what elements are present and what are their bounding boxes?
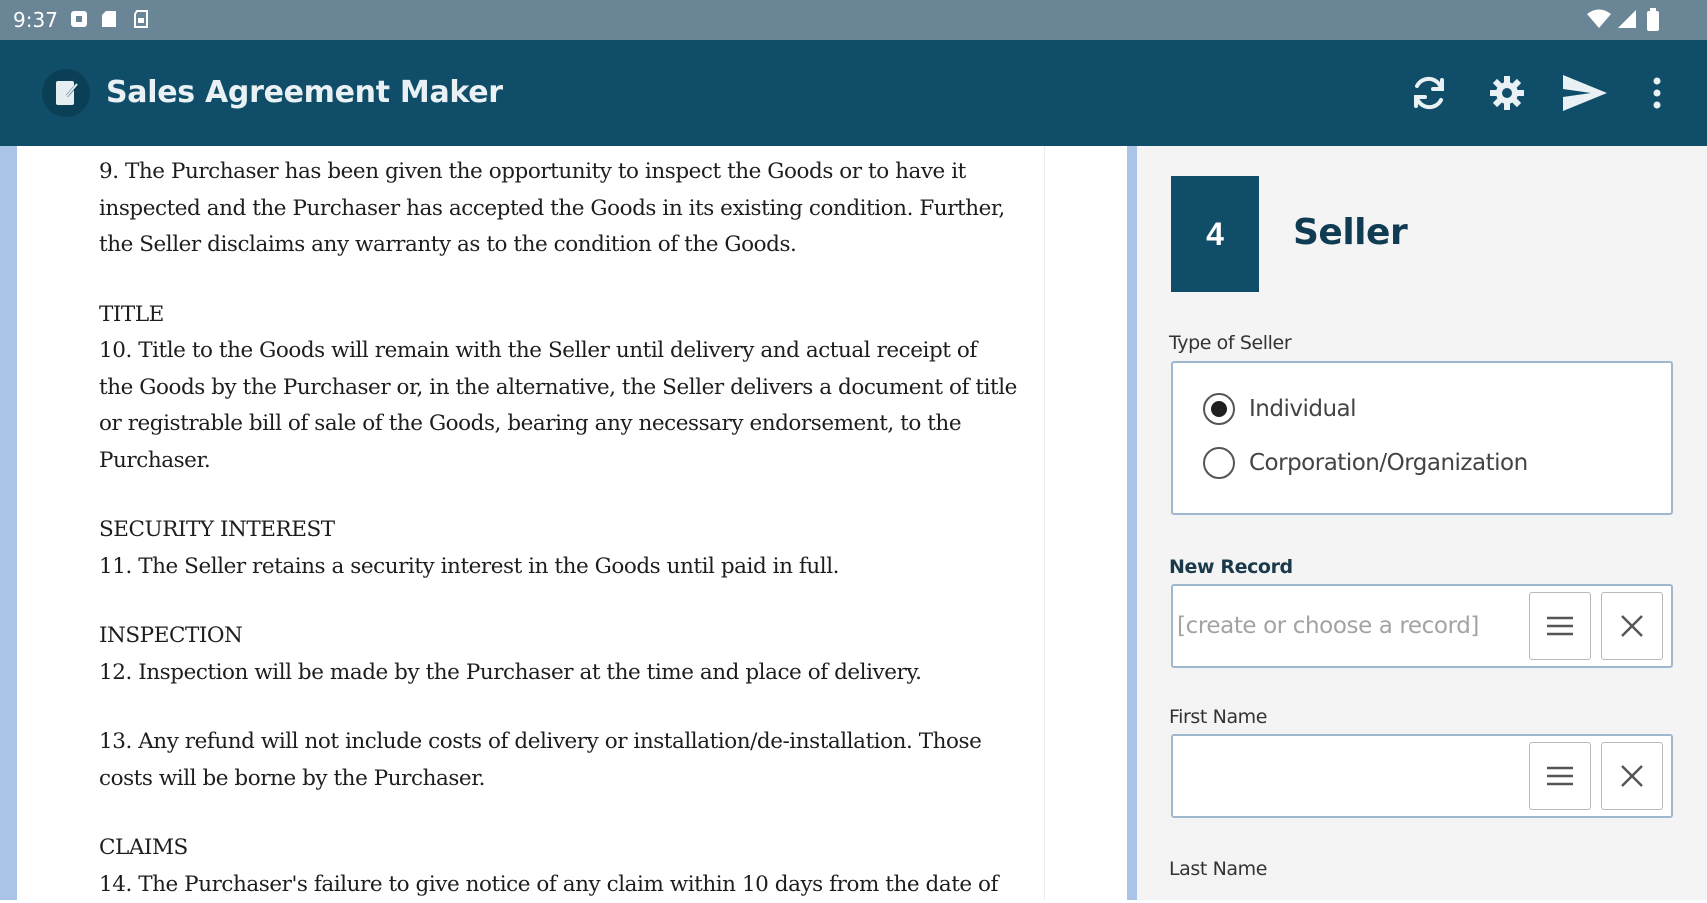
last-name-label: Last Name — [1169, 858, 1267, 880]
document-page — [95, 146, 1045, 900]
first-name-list-button[interactable] — [1529, 742, 1591, 810]
new-record-input[interactable] — [1177, 602, 1495, 650]
radio-option-individual[interactable] — [1203, 393, 1356, 425]
first-name-field — [1171, 734, 1673, 818]
sync-icon[interactable] — [1402, 66, 1456, 120]
list-icon — [1545, 765, 1575, 787]
app-bar — [0, 40, 1707, 146]
new-record-label: New Record — [1169, 556, 1293, 578]
send-icon[interactable] — [1558, 66, 1612, 120]
radio-option-corporation[interactable] — [1203, 447, 1528, 479]
record-list-button[interactable] — [1529, 592, 1591, 660]
first-name-clear-button[interactable] — [1601, 742, 1663, 810]
document-text — [99, 154, 1049, 903]
first-name-label: First Name — [1169, 706, 1267, 728]
first-name-input[interactable] — [1177, 752, 1495, 800]
paragraph-14: 14. The Purchaser's failure to give notice of any claim within 10 days from the date of — [99, 867, 1049, 903]
record-clear-button[interactable] — [1601, 592, 1663, 660]
radio-button-selected[interactable] — [1203, 393, 1235, 425]
wifi-icon — [1586, 8, 1612, 35]
app-logo-icon — [42, 69, 90, 117]
status-time: 9:37 — [13, 8, 58, 32]
list-icon — [1545, 615, 1575, 637]
app-title: Sales Agreement Maker — [106, 75, 503, 110]
paragraph-11: 11. The Seller retains a security interest in the Goods until paid in full. — [99, 549, 1049, 586]
form-panel[interactable] — [1137, 146, 1707, 900]
step-number-badge: 4 — [1171, 176, 1259, 292]
new-record-field — [1171, 584, 1673, 668]
heading-security-interest: SECURITY INTEREST — [99, 512, 1049, 549]
settings-icon[interactable] — [1480, 66, 1534, 120]
status-bar — [0, 0, 1707, 40]
more-vert-icon[interactable] — [1630, 66, 1684, 120]
step-title: Seller — [1293, 212, 1407, 253]
radio-label-individual: Individual — [1249, 396, 1356, 422]
radio-label-corporation: Corporation/Organization — [1249, 450, 1528, 476]
radio-button-unselected[interactable] — [1203, 447, 1235, 479]
heading-claims: CLAIMS — [99, 830, 1049, 867]
document-left-margin — [0, 146, 17, 900]
panel-divider — [1127, 146, 1137, 900]
close-icon — [1620, 764, 1644, 788]
sim-icon — [132, 10, 150, 28]
paragraph-9: 9. The Purchaser has been given the opportunity to inspect the Goods or to have it inspected and the Purchaser has accepted the Goods in its existing condition. Further, the Seller disclaims any warranty as to the condition of the Goods. — [99, 154, 1049, 264]
heading-title: TITLE — [99, 297, 1049, 334]
paragraph-13: 13. Any refund will not include costs of delivery or installation/de-installation. Those costs will be borne by the Purchaser. — [99, 724, 1049, 797]
notification-square-icon — [70, 10, 88, 28]
document-preview[interactable] — [0, 146, 1135, 900]
paragraph-12: 12. Inspection will be made by the Purchaser at the time and place of delivery. — [99, 655, 1049, 692]
battery-icon — [1646, 8, 1660, 37]
seller-type-radio-group — [1171, 361, 1673, 515]
sd-card-icon — [100, 10, 118, 28]
cell-signal-icon — [1616, 8, 1638, 35]
type-of-seller-label: Type of Seller — [1169, 332, 1291, 354]
close-icon — [1620, 614, 1644, 638]
heading-inspection: INSPECTION — [99, 618, 1049, 655]
paragraph-10: 10. Title to the Goods will remain with the Seller until delivery and actual receipt of the Goods by the Purchaser or, in the alternative, the Seller delivers a document of title or registrable bill of sale of the Goods, bearing any necessary endorsement, to the Purchaser. — [99, 333, 1049, 479]
